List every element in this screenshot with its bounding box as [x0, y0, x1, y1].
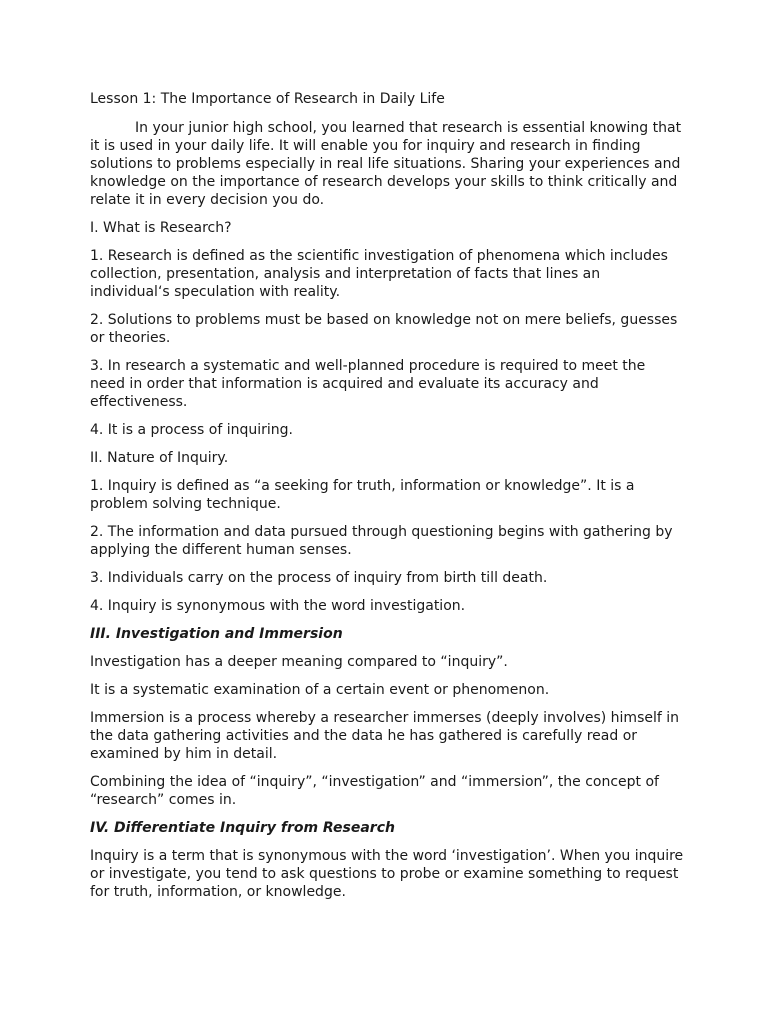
document-page [90, 90, 684, 911]
differentiate-paragraph: Inquiry is a term that is synonymous with the word ‘investigation’. When you inquire or investigate, you tend to ask questions to probe or examine something to request for truth, information, or knowledge. [90, 848, 684, 900]
research-point-2: 2. Solutions to problems must be based on knowledge not on mere beliefs, guesses or theories. [90, 312, 678, 346]
inquiry-point-2: 2. The information and data pursued through questioning begins with gathering by applying the different human senses. [90, 524, 673, 558]
lesson-title: Lesson 1: The Importance of Research in Daily Life [90, 91, 445, 107]
research-point-3: 3. In research a systematic and well-planned procedure is required to meet the need in order that information is acquired and evaluate its accuracy and effectiveness. [90, 358, 646, 410]
inquiry-point-4: 4. Inquiry is synonymous with the word investigation. [90, 598, 466, 614]
section-heading-nature-of-inquiry: II. Nature of Inquiry. [90, 450, 229, 466]
investigation-paragraph-1: Investigation has a deeper meaning compared to “inquiry”. [90, 654, 508, 670]
section-heading-differentiate: IV. Differentiate Inquiry from Research [90, 820, 395, 836]
inquiry-point-3: 3. Individuals carry on the process of inquiry from birth till death. [90, 570, 548, 586]
section-heading-investigation-immersion: III. Investigation and Immersion [90, 626, 343, 642]
investigation-paragraph-2: It is a systematic examination of a certain event or phenomenon. [90, 682, 550, 698]
combining-paragraph: Combining the idea of “inquiry”, “investigation” and “immersion”, the concept of “research” comes in. [90, 774, 659, 808]
inquiry-point-1: 1. Inquiry is defined as “a seeking for truth, information or knowledge”. It is a problem solving technique. [90, 478, 635, 512]
section-heading-what-is-research: I. What is Research? [90, 220, 232, 236]
research-point-4: 4. It is a process of inquiring. [90, 422, 293, 438]
immersion-paragraph: Immersion is a process whereby a researcher immerses (deeply involves) himself in the data gathering activities and the data he has gathered is carefully read or examined by him in detail. [90, 710, 680, 762]
research-point-1: 1. Research is defined as the scientific investigation of phenomena which includes collection, presentation, analysis and interpretation of facts that lines an individual‘s speculation with reality. [90, 248, 668, 300]
intro-paragraph: In your junior high school, you learned that research is essential knowing that it is used in your daily life. It will enable you for inquiry and research in finding solutions to problems especially in real life situations. Sharing your experiences and knowledge on the importance of research develops your skills to think critically and relate it in every decision you do. [90, 120, 682, 208]
